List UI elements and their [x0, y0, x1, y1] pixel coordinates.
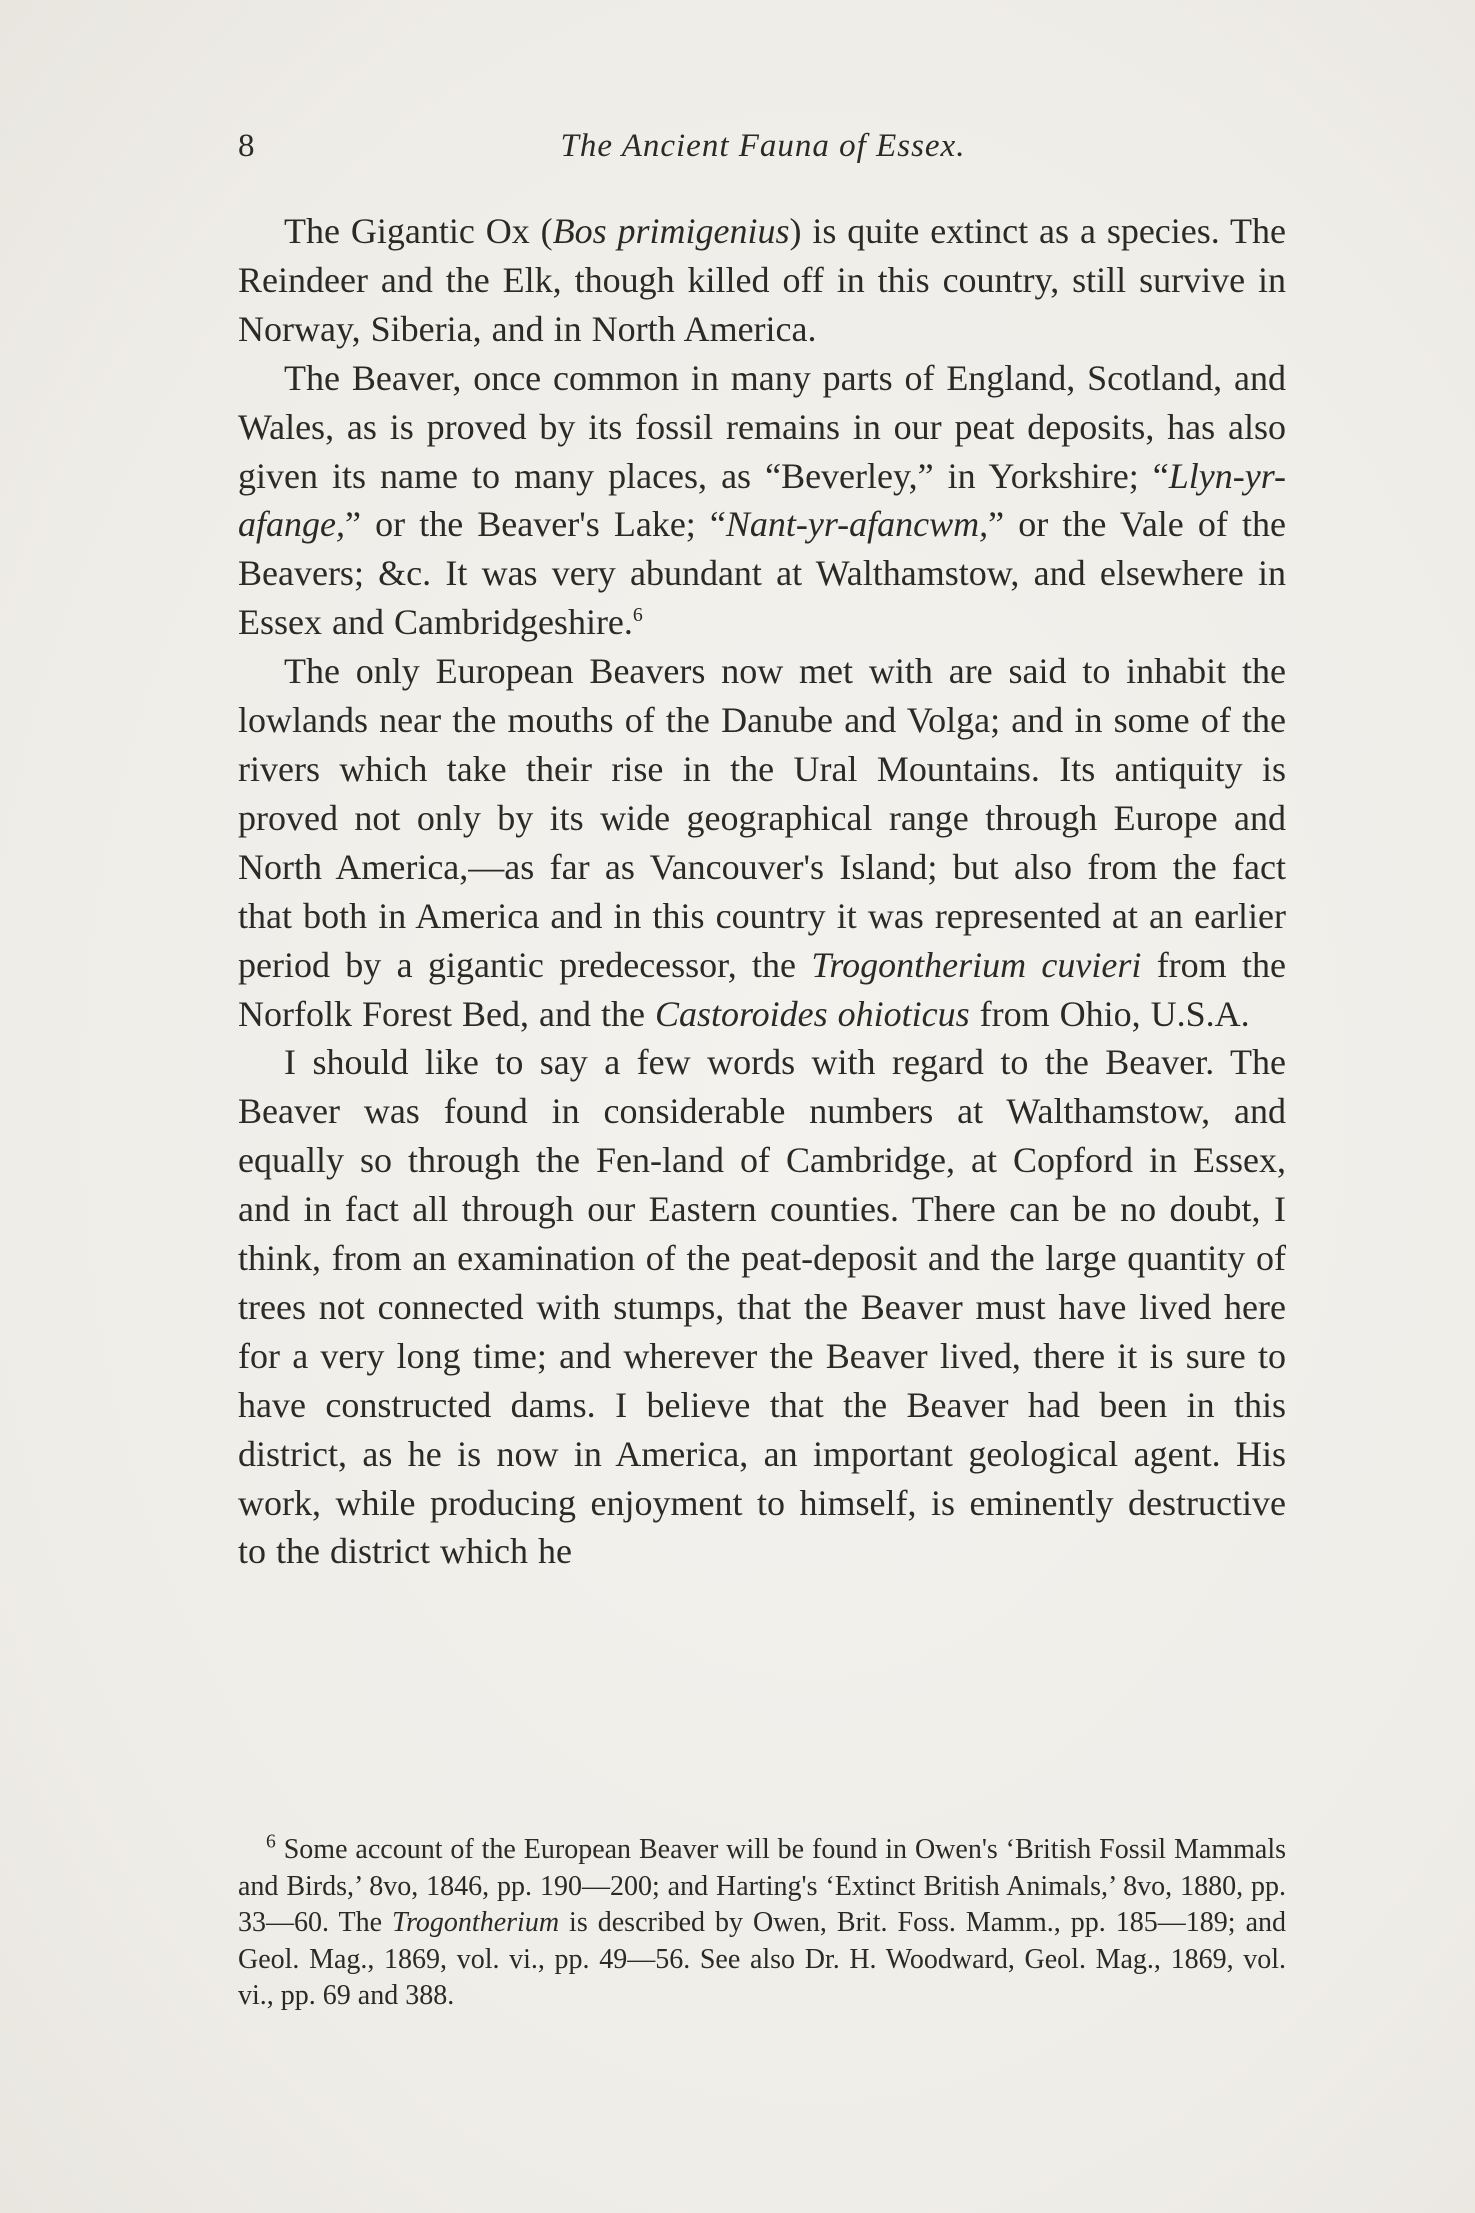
welsh-place-name: Nant-yr-afancwm,	[725, 504, 989, 545]
footnote-reference: 6	[632, 604, 643, 627]
page-number: 8	[238, 128, 255, 164]
paragraph-1: The Gigantic Ox (Bos primigenius) is quite extinct as a species. The Reindeer and the Elk, though killed off in this country, still survive in Norway, Siberia, and in North America.	[238, 211, 1286, 349]
paragraph-2: The Beaver, once common in many parts of England, Scotland, and Wales, as is proved by its fossil remains in our peat deposits, has also given its name to many places, as “Beverley,” in Yorkshire; “Llyn-yr-afange,” or the Beaver's Lake; “Nant-yr-afancwm,” or the Vale of the Beavers; &c. It was very abundant at Walthamstow, and elsewhere in Essex and Cambridgeshire.$^6$	[238, 357, 1286, 643]
footnotes	[238, 1832, 1286, 2015]
species-name: Trogontherium cuvieri	[811, 944, 1142, 985]
footnote-mark: 6	[266, 1831, 276, 1853]
species-name: Castoroides ohioticus	[654, 993, 970, 1034]
species-name: Trogontherium	[392, 1907, 560, 1938]
page-header	[238, 128, 1288, 178]
running-title: The Ancient Fauna of Essex.	[560, 128, 966, 164]
footnote-6: $^6$ Some account of the European Beaver will be found in Owen's ‘British Fossil Mammals and Birds,’ 8vo, 1846, pp. 190—200; and Harting's ‘Extinct British Animals,’ 8vo, 1880, pp. 33—60. The Trogontherium is described by Owen, Brit. Foss. Mamm., pp. 185—189; and Geol. Mag., 1869, vol. vi., pp. 49—56. See also Dr. H. Woodward, Geol. Mag., 1869, vol. vi., pp. 69 and 388.	[238, 1831, 1286, 2011]
paragraph-4: I should like to say a few words with regard to the Beaver. The Beaver was found in considerable numbers at Walthamstow, and equally so through the Fen-land of Cambridge, at Copford in Essex, and in fact all through our Eastern counties. There can be no doubt, I think, from an examination of the peat-deposit and the large quantity of trees not connected with stumps, that the Beaver must have lived here for a very long time; and wherever the Beaver lived, there it is sure to have constructed dams. I believe that the Beaver had been in this district, as he is now in America, an important geological agent. His work, while producing enjoyment to himself, is eminently destructive to the district which he	[238, 1042, 1286, 1572]
body-text	[238, 207, 1286, 1576]
species-name: Bos primigenius	[552, 211, 790, 251]
welsh-place-name: Llyn-yr-afange,	[238, 455, 1286, 545]
paragraph-3: The only European Beavers now met with are said to inhabit the lowlands near the mouths of the Danube and Volga; and in some of the rivers which take their rise in the Ural Mountains. Its antiquity is proved not only by its wide geographical range through Europe and North America,—as far as Vancouver's Island; but also from the fact that both in America and in this country it was represented at an earlier period by a gigantic predecessor, the Trogontherium cuvieri from the Norfolk Forest Bed, and the Castoroides ohioticus from Ohio, U.S.A.	[238, 651, 1286, 1034]
